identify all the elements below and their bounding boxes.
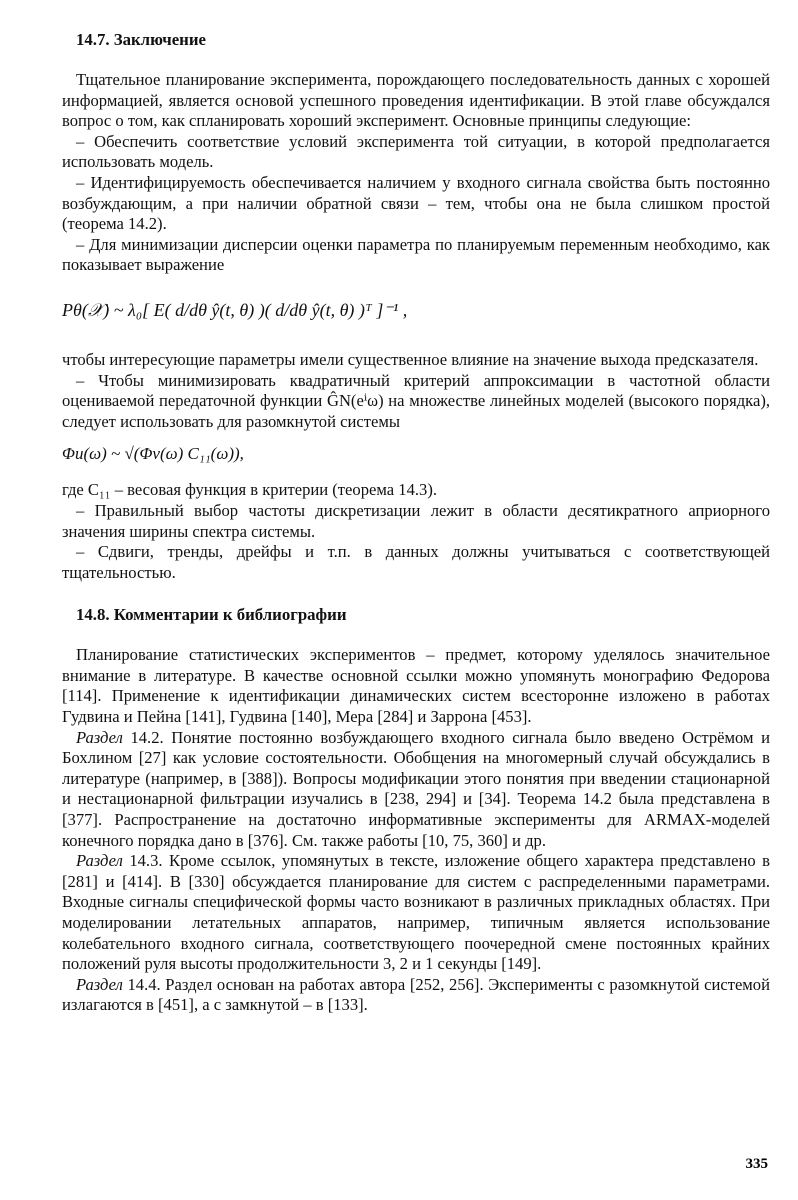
section-ref-label: Раздел (76, 851, 123, 871)
paragraph-intro: Тщательное планирование эксперимента, порождающего последовательность данных с хорошей информацией, является основой успешного проведения идентификации. В этой главе обсуждался вопрос о том, как спланировать хороший эксперимент. Основные принципы следующие: (62, 70, 770, 131)
bibliography-paragraph-4 (62, 975, 770, 1016)
principle-item-1: – Обеспечить соответствие условий эксперимента той ситуации, в которой предполагается использовать модель. (62, 131, 770, 172)
page-number: 335 (745, 1156, 768, 1172)
bibliography-paragraph-3 (62, 851, 770, 975)
bibliography-paragraph-3-text: 14.3. Кроме ссылок, упомянутых в тексте, изложение общего характера представлено в [281] и [414]. В [330] обсуждается планирование для систем с распределенными параметрами. Входные сигналы специфической формы часто возникают в различных прикладных областях. При моделировании летательных аппаратов, например, типичным является использование колебательного входного сигнала, соответствующего поочередной смене постоянных крайних положений руля высоты продолжительности 3, 2 и 1 секунды [149]. (62, 851, 770, 974)
section-ref-label: Раздел (76, 974, 123, 994)
bibliography-paragraph-2 (62, 728, 770, 852)
principle-item-3: – Для минимизации дисперсии оценки параметра по планируемым переменным необходимо, как показывает выражение (62, 234, 770, 275)
section-heading-conclusion: 14.7. Заключение (76, 30, 206, 49)
section-heading-bibliography: 14.8. Комментарии к библиографии (76, 605, 347, 625)
formula-spectrum (62, 440, 770, 474)
bibliography-paragraph-4-text: 14.4. Раздел основан на работах автора [252, 256]. Эксперименты с разомкнутой системой излагаются в [451], а с замкнутой – в [133]. (62, 974, 770, 1015)
formula-spectrum-text: Φu(ω) ~ √(Φv(ω) C₁₁(ω)), (62, 444, 244, 464)
principle-item-5: – Правильный выбор частоты дискретизации лежит в области десятикратного априорного значения ширины спектра системы. (62, 500, 770, 541)
bibliography-paragraph-2-text: 14.2. Понятие постоянно возбуждающего входного сигнала было введено Острёмом и Бохлином [27] как условие состоятельности. Обобщения на многомерный случай обсуждались в литературе (например, в [388]). Вопросы модификации этого понятия при введении стационарной и нестационарной фильтрации изучались в [238, 294] и [34]. Теорема 14.2 была представлена в [377]. Распространение на достаточно информативные эксперименты для ARMAX-моделей конечного порядка дано в [376]. См. также работы [10, 75, 360] и др. (62, 727, 770, 850)
principle-item-2: – Идентифицируемость обеспечивается наличием у входного сигнала свойства быть постоянно возбуждающим, а при наличии обратной связи – тем, чтобы она не была слишком простой (теорема 14.2). (62, 172, 770, 234)
principle-item-6: – Сдвиги, тренды, дрейфы и т.п. в данных должны учитываться с соответствующей тщательностью. (62, 542, 770, 582)
bibliography-paragraph-1: Планирование статистических экспериментов – предмет, которому уделялось значительное внимание в литературе. В качестве основной ссылки можно упомянуть монографию Федорова [114]. Применение к идентификации динамических систем всесторонне изложено в работах Гудвина и Пейна [141], Гудвина [140], Мера [284] и Заррона [453]. (62, 645, 770, 727)
paragraph-after-formula-2: где C₁₁ – весовая функция в критерии (теорема 14.3). (62, 480, 437, 500)
principle-item-4: – Чтобы минимизировать квадратичный критерий аппроксимации в частотной области оцениваемой передаточной функции ĜN(eⁱω) на множестве линейных моделей (высокого порядка), следует использовать для разомкнутой системы (62, 370, 770, 431)
formula-variance (62, 288, 770, 338)
paragraph-after-formula-1: чтобы интересующие параметры имели существенное влияние на значение выхода предсказателя. (62, 349, 759, 369)
page-content (62, 30, 770, 1016)
formula-variance-text: Pθ(𝒳) ~ λ₀[ E( d/dθ ŷ(t, θ) )( d/dθ ŷ(t, θ) )ᵀ ]⁻¹ , (62, 299, 408, 320)
section-ref-label: Раздел (76, 727, 123, 747)
